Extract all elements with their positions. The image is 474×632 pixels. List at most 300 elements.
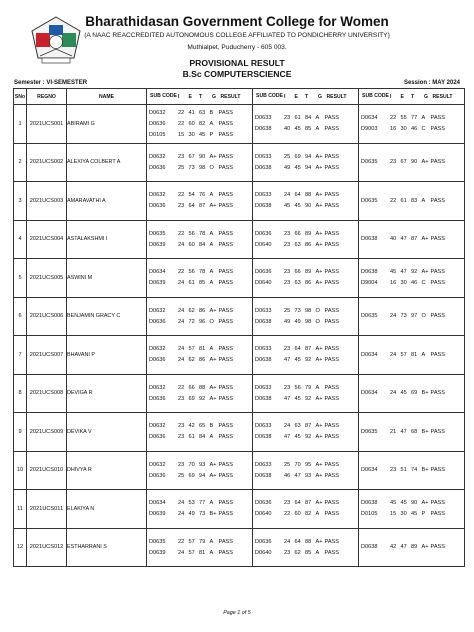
subject-group-cell <box>147 182 253 221</box>
total-mark: 94 <box>305 164 312 171</box>
header-t: T <box>305 93 309 100</box>
grade: A <box>209 434 214 441</box>
total-mark: 90 <box>411 500 418 507</box>
subject-code: D0633 <box>255 384 272 391</box>
subject-line <box>147 201 252 212</box>
result-status: PASS <box>218 472 234 479</box>
subject-group-cell <box>147 528 253 567</box>
subject-code: D0640 <box>255 511 272 518</box>
result-status: PASS <box>324 126 340 133</box>
college-affiliation: (A NAAC REACCREDITED AUTONOMOUS COLLEGE AFFILIATED TO PONDICHERRY UNIVERSITY) <box>84 32 390 39</box>
subject-line <box>253 355 358 366</box>
subject-code: D0633 <box>255 115 272 122</box>
subject-code: D0636 <box>149 472 166 479</box>
external-mark: 45 <box>400 390 407 397</box>
total-mark: 69 <box>411 390 418 397</box>
subject-line <box>147 162 252 173</box>
subject-code: D0639 <box>149 511 166 518</box>
header-t: T <box>411 93 415 100</box>
subject-line <box>147 421 252 432</box>
result-status: PASS <box>430 115 446 122</box>
table-row <box>14 451 465 490</box>
total-mark: 92 <box>411 269 418 276</box>
header-sub-code: SUB CODE <box>362 92 389 99</box>
grade: A+ <box>421 159 429 166</box>
internal-mark: 24 <box>390 351 397 358</box>
grade: A <box>209 230 214 237</box>
subject-group-cell <box>147 413 253 452</box>
grade: A <box>209 192 214 199</box>
subject-code: D0636 <box>149 434 166 441</box>
internal-mark: 23 <box>284 241 291 248</box>
internal-mark: 25 <box>284 307 291 314</box>
internal-mark: 23 <box>284 230 291 237</box>
external-mark: 45 <box>294 164 301 171</box>
total-mark: 95 <box>305 461 312 468</box>
table-row <box>14 374 465 413</box>
internal-mark: 22 <box>178 538 185 545</box>
serial-number: 8 <box>14 374 27 413</box>
grade: A <box>209 500 214 507</box>
external-mark: 73 <box>188 164 195 171</box>
header-subject-group <box>147 89 253 105</box>
header-i: I <box>178 93 180 100</box>
external-mark: 66 <box>188 384 195 391</box>
register-number: 2021UCS002 <box>27 143 67 182</box>
subject-code: D0633 <box>255 153 272 160</box>
total-mark: 45 <box>411 511 418 518</box>
result-status: PASS <box>218 395 234 402</box>
total-mark: 84 <box>199 434 206 441</box>
internal-mark: 23 <box>178 434 185 441</box>
total-mark: 87 <box>305 500 312 507</box>
grade: B <box>209 109 214 116</box>
external-mark: 62 <box>188 357 195 364</box>
results-body <box>14 105 465 567</box>
header-g: G <box>318 93 322 100</box>
serial-number: 1 <box>14 105 27 144</box>
subject-group-cell <box>359 220 465 259</box>
result-status: PASS <box>430 280 446 287</box>
subject-code: D0636 <box>149 120 166 127</box>
subject-line <box>253 162 358 173</box>
student-name: ABIRAMI G <box>67 105 147 144</box>
result-status: PASS <box>218 109 234 116</box>
register-number: 2021UCS004 <box>27 220 67 259</box>
grade: A <box>209 280 214 287</box>
grade: A <box>315 511 320 518</box>
header-e: E <box>188 93 192 100</box>
student-name: DEVIKA V <box>67 413 147 452</box>
student-name: BENJAMIN GRACY C <box>67 297 147 336</box>
result-status: PASS <box>430 126 446 133</box>
total-mark: 89 <box>411 544 418 551</box>
subject-group-cell <box>253 105 359 144</box>
result-status: PASS <box>324 549 340 556</box>
subject-code: D0105 <box>149 131 166 138</box>
header-sub-code: SUB CODE <box>150 92 177 99</box>
page-number: Page 1 of 5 <box>223 610 251 616</box>
grade: A <box>421 351 426 358</box>
external-mark: 56 <box>294 384 301 391</box>
internal-mark: 16 <box>390 126 397 133</box>
result-status: PASS <box>324 346 340 353</box>
subject-code: D0632 <box>149 461 166 468</box>
serial-number: 11 <box>14 490 27 529</box>
external-mark: 57 <box>400 351 407 358</box>
grade: A <box>315 126 320 133</box>
subject-code: D0635 <box>361 159 378 166</box>
subject-group-cell <box>359 528 465 567</box>
subject-line <box>253 432 358 443</box>
result-status: PASS <box>324 203 340 210</box>
result-status: PASS <box>430 544 446 551</box>
grade: A <box>209 538 214 545</box>
grade: A+ <box>315 472 323 479</box>
external-mark: 63 <box>294 280 301 287</box>
total-mark: 82 <box>305 511 312 518</box>
subject-line <box>253 382 358 393</box>
subject-group-cell <box>359 490 465 529</box>
internal-mark: 23 <box>178 423 185 430</box>
subject-group-cell <box>253 490 359 529</box>
subject-code: D0636 <box>255 500 272 507</box>
external-mark: 45 <box>400 500 407 507</box>
internal-mark: 23 <box>284 280 291 287</box>
grade: A+ <box>421 269 429 276</box>
subject-code: D0635 <box>361 428 378 435</box>
subject-group-cell <box>253 259 359 298</box>
grade: C <box>421 126 426 133</box>
internal-mark: 24 <box>178 346 185 353</box>
external-mark: 72 <box>188 318 195 325</box>
internal-mark: 45 <box>284 203 291 210</box>
total-mark: 86 <box>305 280 312 287</box>
internal-mark: 22 <box>178 120 185 127</box>
internal-mark: 47 <box>284 357 291 364</box>
subject-line <box>147 344 252 355</box>
internal-mark: 25 <box>284 153 291 160</box>
total-mark: 86 <box>199 307 206 314</box>
total-mark: 89 <box>305 230 312 237</box>
external-mark: 63 <box>294 241 301 248</box>
subject-group-cell <box>147 220 253 259</box>
external-mark: 49 <box>188 511 195 518</box>
student-name: DHIVYA R <box>67 451 147 490</box>
total-mark: 81 <box>199 346 206 353</box>
result-status: PASS <box>324 511 340 518</box>
student-name: ELAKIYA N <box>67 490 147 529</box>
external-mark: 69 <box>188 472 195 479</box>
subject-group-cell <box>359 182 465 221</box>
internal-mark: 23 <box>178 395 185 402</box>
subject-line <box>359 124 464 135</box>
external-mark: 53 <box>188 500 195 507</box>
subject-group-cell <box>253 528 359 567</box>
register-number: 2021UCS012 <box>27 528 67 567</box>
external-mark: 30 <box>400 126 407 133</box>
subject-code: D0638 <box>255 395 272 402</box>
total-mark: 98 <box>305 318 312 325</box>
subject-group-cell <box>253 220 359 259</box>
table-row <box>14 528 465 567</box>
external-mark: 41 <box>188 109 195 116</box>
internal-mark: 22 <box>178 109 185 116</box>
grade: A <box>209 120 214 127</box>
grade: A+ <box>315 164 323 171</box>
session-label: Session : MAY 2024 <box>403 80 460 86</box>
subject-line <box>359 542 464 553</box>
external-mark: 67 <box>400 159 407 166</box>
result-status: PASS <box>218 549 234 556</box>
total-mark: 63 <box>199 109 206 116</box>
grade: B+ <box>421 467 429 474</box>
result-status: PASS <box>324 153 340 160</box>
subject-line <box>147 108 252 119</box>
result-status: PASS <box>324 357 340 364</box>
grade: A <box>421 197 426 204</box>
subject-group-cell <box>147 451 253 490</box>
internal-mark: 24 <box>284 538 291 545</box>
total-mark: 92 <box>305 434 312 441</box>
external-mark: 66 <box>294 269 301 276</box>
college-address: Muthialpet, Puducherry - 605 003. <box>187 44 287 51</box>
result-status: PASS <box>430 269 446 276</box>
subject-code: D0635 <box>361 197 378 204</box>
subject-code: D0633 <box>255 423 272 430</box>
student-name: BHAVANI P <box>67 336 147 375</box>
grade: A+ <box>315 241 323 248</box>
total-mark: 68 <box>411 428 418 435</box>
external-mark: 56 <box>188 269 195 276</box>
grade: A <box>315 115 320 122</box>
grade: A+ <box>315 461 323 468</box>
grade: B+ <box>209 511 217 518</box>
subject-code: D0633 <box>255 307 272 314</box>
internal-mark: 23 <box>284 115 291 122</box>
result-title: PROVISIONAL RESULT <box>189 58 285 68</box>
subject-line <box>253 190 358 201</box>
subject-line <box>253 267 358 278</box>
external-mark: 69 <box>188 395 195 402</box>
external-mark: 64 <box>188 203 195 210</box>
total-mark: 88 <box>305 192 312 199</box>
subject-code: D0638 <box>255 318 272 325</box>
external-mark: 42 <box>188 423 195 430</box>
result-status: PASS <box>218 203 234 210</box>
subject-code: D9004 <box>361 280 378 287</box>
result-status: PASS <box>218 153 234 160</box>
table-row <box>14 143 465 182</box>
grade: O <box>421 313 426 320</box>
subject-line <box>147 228 252 239</box>
subject-line <box>359 509 464 520</box>
subject-group-cell <box>253 413 359 452</box>
subject-code: D0634 <box>361 390 378 397</box>
programme-title: B.Sc COMPUTERSCIENCE <box>182 69 292 79</box>
grade: A+ <box>209 203 217 210</box>
subject-code: D0639 <box>149 549 166 556</box>
grade: A+ <box>315 434 323 441</box>
serial-number: 7 <box>14 336 27 375</box>
grade: A <box>209 346 214 353</box>
internal-mark: 24 <box>284 423 291 430</box>
serial-number: 5 <box>14 259 27 298</box>
subject-line <box>359 234 464 245</box>
total-mark: 88 <box>305 538 312 545</box>
result-status: PASS <box>324 461 340 468</box>
subject-code: D0632 <box>149 109 166 116</box>
internal-mark: 23 <box>178 153 185 160</box>
external-mark: 73 <box>294 307 301 314</box>
grade: A+ <box>315 192 323 199</box>
external-mark: 45 <box>294 203 301 210</box>
external-mark: 45 <box>294 395 301 402</box>
external-mark: 45 <box>294 126 301 133</box>
result-status: PASS <box>430 500 446 507</box>
subject-line <box>359 426 464 437</box>
external-mark: 30 <box>400 511 407 518</box>
header-i: I <box>390 93 392 100</box>
serial-number: 2 <box>14 143 27 182</box>
subject-code: D0636 <box>149 318 166 325</box>
total-mark: 98 <box>199 164 206 171</box>
external-mark: 57 <box>188 346 195 353</box>
subject-line <box>147 151 252 162</box>
header-regno: REGNO <box>27 89 67 105</box>
total-mark: 78 <box>199 269 206 276</box>
grade: A+ <box>315 395 323 402</box>
external-mark: 30 <box>188 131 195 138</box>
result-status: PASS <box>324 434 340 441</box>
table-header-row <box>14 89 465 105</box>
result-status: PASS <box>218 461 234 468</box>
subject-code: D0638 <box>255 472 272 479</box>
subject-group-cell <box>147 336 253 375</box>
external-mark: 45 <box>294 434 301 441</box>
subject-code: D0632 <box>149 307 166 314</box>
header-t: T <box>199 93 203 100</box>
serial-number: 3 <box>14 182 27 221</box>
header-subject-group <box>253 89 359 105</box>
subject-line <box>147 129 252 140</box>
total-mark: 78 <box>199 230 206 237</box>
total-mark: 46 <box>411 126 418 133</box>
internal-mark: 23 <box>284 269 291 276</box>
subject-line <box>147 459 252 470</box>
internal-mark: 25 <box>284 461 291 468</box>
grade: A+ <box>421 236 429 243</box>
grade: A+ <box>315 280 323 287</box>
subject-line <box>147 382 252 393</box>
external-mark: 64 <box>294 192 301 199</box>
result-status: PASS <box>324 384 340 391</box>
register-number: 2021UCS009 <box>27 413 67 452</box>
total-mark: 97 <box>411 313 418 320</box>
header-g: G <box>424 93 428 100</box>
subject-group-cell <box>253 451 359 490</box>
grade: A+ <box>421 544 429 551</box>
student-name: ASTALAKSHMI I <box>67 220 147 259</box>
result-status: PASS <box>218 230 234 237</box>
result-status: PASS <box>324 280 340 287</box>
subject-line <box>147 190 252 201</box>
internal-mark: 45 <box>390 269 397 276</box>
register-number: 2021UCS010 <box>27 451 67 490</box>
subject-code: D0635 <box>149 538 166 545</box>
subject-line <box>253 470 358 481</box>
header-e: E <box>400 93 404 100</box>
internal-mark: 21 <box>390 428 397 435</box>
subject-line <box>147 536 252 547</box>
subject-code: D0636 <box>149 395 166 402</box>
grade: A+ <box>421 500 429 507</box>
result-status: PASS <box>324 395 340 402</box>
internal-mark: 24 <box>178 307 185 314</box>
total-mark: 74 <box>411 467 418 474</box>
total-mark: 88 <box>199 384 206 391</box>
total-mark: 81 <box>199 549 206 556</box>
grade: A <box>315 384 320 391</box>
subject-code: D0640 <box>255 241 272 248</box>
grade: A+ <box>315 153 323 160</box>
subject-line <box>147 547 252 558</box>
internal-mark: 22 <box>178 230 185 237</box>
external-mark: 70 <box>188 461 195 468</box>
subject-line <box>147 267 252 278</box>
subject-code: D0639 <box>149 280 166 287</box>
subject-group-cell <box>147 374 253 413</box>
external-mark: 57 <box>188 538 195 545</box>
external-mark: 61 <box>400 197 407 204</box>
grade: A <box>209 549 214 556</box>
result-status: PASS <box>324 241 340 248</box>
total-mark: 86 <box>199 357 206 364</box>
total-mark: 90 <box>411 159 418 166</box>
subject-code: D0633 <box>255 346 272 353</box>
total-mark: 94 <box>199 472 206 479</box>
result-status: PASS <box>430 313 446 320</box>
result-status: PASS <box>324 192 340 199</box>
header-e: E <box>294 93 298 100</box>
header-g: G <box>212 93 216 100</box>
subject-line <box>147 498 252 509</box>
internal-mark: 24 <box>178 500 185 507</box>
total-mark: 46 <box>411 280 418 287</box>
total-mark: 90 <box>199 153 206 160</box>
result-status: PASS <box>324 307 340 314</box>
result-status: PASS <box>218 120 234 127</box>
grade: A <box>209 241 214 248</box>
result-status: PASS <box>218 280 234 287</box>
internal-mark: 24 <box>390 390 397 397</box>
subject-line <box>253 509 358 520</box>
internal-mark: 23 <box>284 549 291 556</box>
results-table <box>13 88 465 567</box>
total-mark: 86 <box>305 241 312 248</box>
internal-mark: 22 <box>390 197 397 204</box>
grade: P <box>421 511 426 518</box>
result-status: PASS <box>430 428 446 435</box>
student-name: ESTHARRANI S <box>67 528 147 567</box>
internal-mark: 22 <box>390 115 397 122</box>
table-row <box>14 490 465 529</box>
table-row <box>14 413 465 452</box>
subject-code: D0632 <box>149 153 166 160</box>
subject-line <box>253 113 358 124</box>
grade: A <box>421 115 426 122</box>
grade: A+ <box>315 357 323 364</box>
